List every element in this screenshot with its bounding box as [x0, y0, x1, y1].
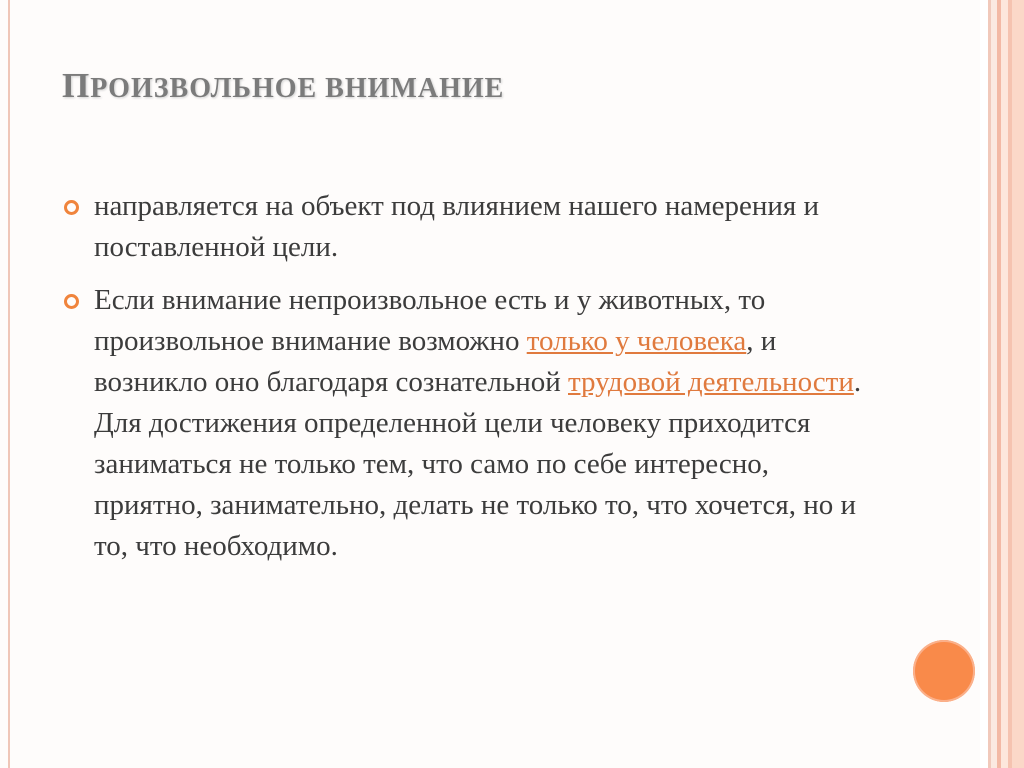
bullet-text-part1: Если внимание непроизвольное есть и у животных, то произвольное внимание возможно — [94, 284, 766, 357]
title-rest: РОИЗВОЛЬНОЕ ВНИМАНИЕ — [90, 73, 505, 104]
link-labor-activity[interactable]: трудовой деятельности — [568, 366, 854, 398]
left-frame-line — [8, 0, 10, 768]
bullet-text-part2: , и возникло оно благодаря сознательной — [94, 325, 777, 398]
ring-bullet-icon — [64, 294, 79, 309]
ring-bullet-icon — [64, 200, 79, 215]
bullet-text: направляется на объект под влиянием нашего намерения и поставленной цели. — [94, 190, 820, 263]
bullet-item-1 — [62, 186, 862, 268]
orange-circle-decoration — [913, 640, 975, 702]
bullet-text-part3: . Для достижения определенной цели человеку приходится заниматься не только тем, что само по себе интересно, приятно, занимательно, делать не только то, что хочется, но и то, что необходимо. — [94, 366, 862, 562]
slide-content — [62, 186, 862, 579]
right-decorative-stripes — [980, 0, 1024, 768]
link-only-human[interactable]: только у человека — [526, 325, 747, 357]
title-first-letter: П — [62, 66, 91, 105]
slide-title — [62, 66, 504, 106]
bullet-item-2 — [62, 280, 862, 567]
